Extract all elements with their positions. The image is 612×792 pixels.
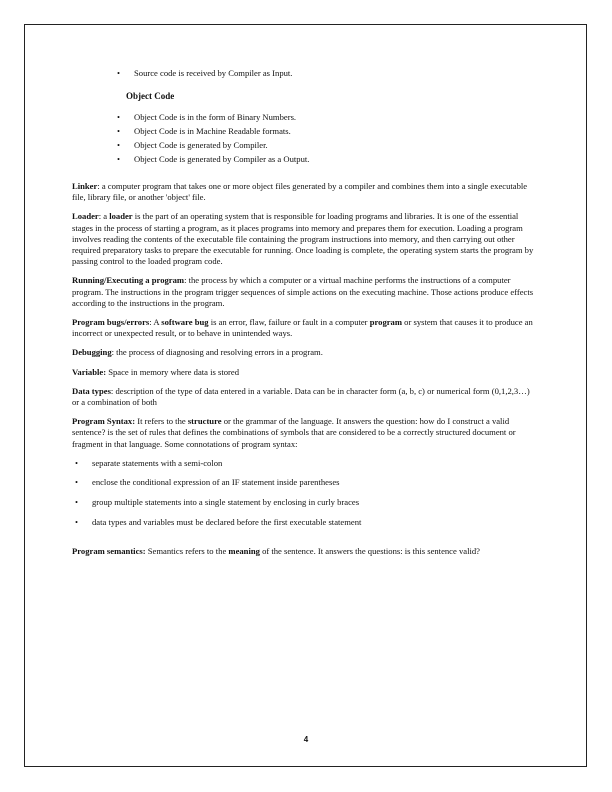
list-item: • Source code is received by Compiler as Input. bbox=[72, 68, 538, 79]
object-code-list bbox=[72, 112, 538, 165]
list-item: • Object Code is in the form of Binary Numbers. bbox=[72, 112, 538, 123]
source-code-list bbox=[72, 68, 538, 79]
page-number: 4 bbox=[303, 735, 309, 744]
loader-bold-1: loader bbox=[109, 211, 133, 222]
semantics-paragraph bbox=[72, 546, 538, 557]
loader-text-1: : a bbox=[98, 211, 110, 222]
datatypes-text: : description of the type of data entered in a variable. Data can be in character form (a, b, c) or numerical form (0,1,2,3…) or a combination of both bbox=[72, 385, 530, 408]
bugs-text-2: is an error, flaw, failure or fault in a computer bbox=[208, 317, 370, 328]
syntax-text-1: It refers to the bbox=[135, 416, 188, 427]
loader-text-2: is the part of an operating system that is responsible for loading programs and libraries. It is one of the essential stages in the process of starting a program, as it places programs into memory and prepares them for execution. Loading a program involves reading the contents of the executable file containing the program instructions into memory, and then carrying out other required preparatory tasks to prepare the executable for running. Once loading is complete, the operating system starts the program by passing control to the loaded program code. bbox=[72, 211, 534, 267]
bugs-paragraph bbox=[72, 317, 538, 339]
list-item: • Object Code is generated by Compiler as a Output. bbox=[72, 154, 538, 165]
debugging-text: : the process of diagnosing and resolving errors in a program. bbox=[111, 347, 323, 358]
syntax-bold-1: structure bbox=[187, 416, 222, 427]
variable-text: Space in memory where data is stored bbox=[106, 366, 239, 377]
semantics-term: Program semantics: bbox=[72, 545, 146, 556]
semantics-text-1: Semantics refers to the bbox=[145, 545, 229, 556]
semantics-bold-1: meaning bbox=[228, 545, 260, 556]
list-item: • Object Code is in Machine Readable formats. bbox=[72, 126, 538, 137]
debugging-paragraph bbox=[72, 347, 538, 358]
debugging-term: Debugging bbox=[72, 347, 112, 358]
bugs-bold-1: software bug bbox=[161, 317, 209, 328]
linker-term: Linker bbox=[72, 181, 98, 191]
datatypes-paragraph bbox=[72, 386, 538, 408]
running-text: : the process by which a computer or a virtual machine performs the instructions of a computer program. The instructions in the program trigger sequences of simple actions on the executing machine. Those actions produce effects according to the instructions in the program. bbox=[72, 275, 534, 308]
bugs-text-3: or system that causes it to produce an incorrect or unexpected result, or to behave in unintended ways. bbox=[72, 317, 533, 339]
running-term: Running/Executing a program bbox=[72, 275, 185, 286]
bugs-text-1: : A bbox=[149, 317, 162, 328]
semantics-text-2: of the sentence. It answers the questions: is this sentence valid? bbox=[259, 545, 480, 556]
linker-paragraph bbox=[72, 181, 538, 203]
document-body bbox=[72, 68, 538, 557]
syntax-text-2: or the grammar of the language. It answers the question: how do I construct a valid sentence? is the set of rules that defines the combinations of symbols that are considered to be a correctly structured document or fragment in that language. Some connotations of program syntax: bbox=[72, 416, 516, 449]
list-item: • group multiple statements into a single statement by enclosing in curly braces bbox=[72, 497, 538, 508]
object-code-heading: Object Code bbox=[126, 91, 175, 102]
linker-text: : a computer program that takes one or more object files generated by a compiler and combines them into a single executable file, library file, or another 'object' file. bbox=[72, 181, 528, 203]
syntax-paragraph bbox=[72, 416, 538, 450]
loader-paragraph bbox=[72, 211, 538, 267]
list-item: • enclose the conditional expression of an IF statement inside parentheses bbox=[72, 477, 538, 488]
bugs-term: Program bugs/errors bbox=[72, 317, 150, 328]
datatypes-term: Data types bbox=[72, 385, 111, 396]
list-item: • Object Code is generated by Compiler. bbox=[72, 140, 538, 151]
syntax-list bbox=[72, 458, 538, 528]
loader-term: Loader bbox=[72, 211, 99, 222]
running-paragraph bbox=[72, 275, 538, 309]
list-item: • separate statements with a semi-colon bbox=[72, 458, 538, 469]
syntax-term: Program Syntax: bbox=[72, 416, 136, 427]
bugs-bold-2: program bbox=[369, 317, 403, 328]
variable-paragraph bbox=[72, 367, 538, 378]
list-item: • data types and variables must be declared before the first executable statement bbox=[72, 517, 538, 528]
variable-term: Variable: bbox=[72, 366, 107, 377]
